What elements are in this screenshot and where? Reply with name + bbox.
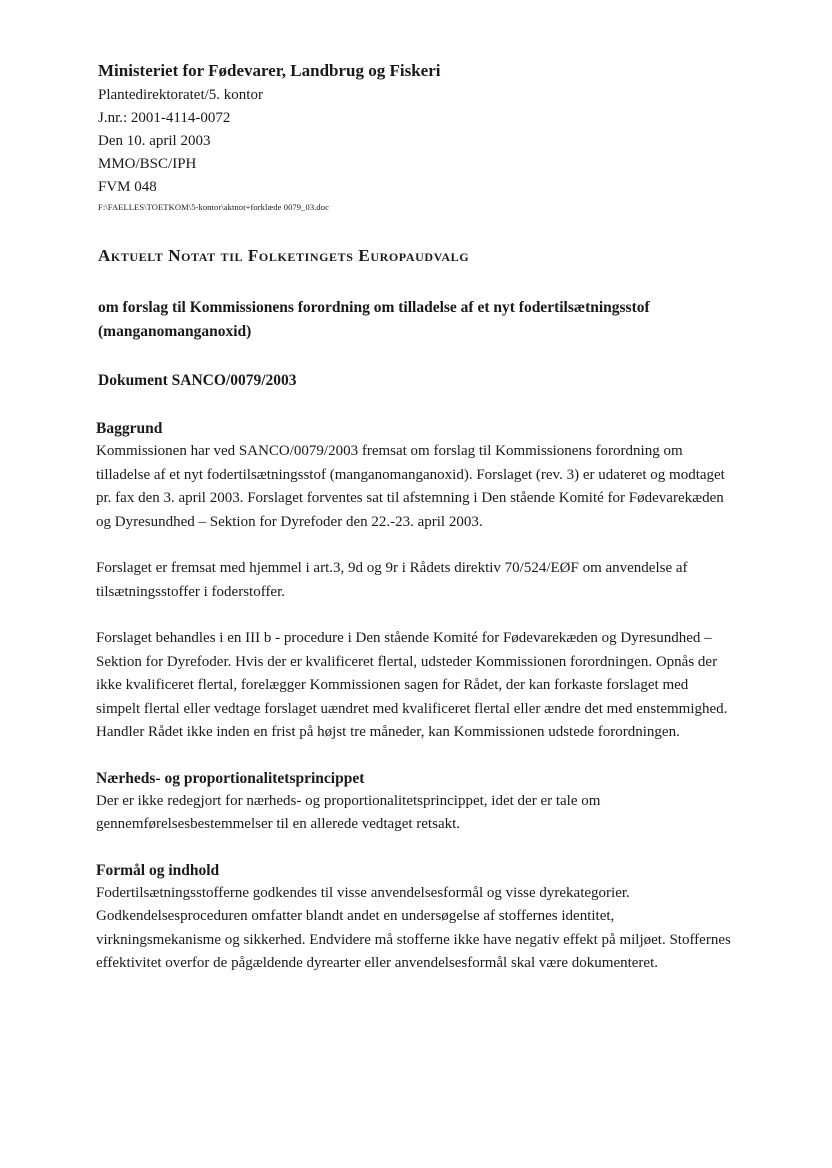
background-paragraph-3: Forslaget behandles i en III b - procedure i Den stående Komité for Fødevarekæden og Dyresundhed – Sektion for Dyrefoder. Hvis der er kvalificeret flertal, udsteder Kommissionen forordningen. Opnås der ikke kvalificeret flertal, forelægger Kommissionen sagen for Rådet, der kan forkaste forslaget med simpelt flertal eller vedtage forslaget uændret med kvalificeret flertal eller ændre det med enstemmighed. Handler Rådet ikke inden en frist på højst tre måneder, kan Kommissionen udstede forordningen. (96, 630, 728, 740)
letterhead (98, 60, 778, 214)
section-heading-subsidiarity: Nærheds- og proportionalitetsprincippet (96, 769, 365, 787)
document-reference: Dokument SANCO/0079/2003 (98, 372, 297, 389)
background-paragraph-2: Forslaget er fremsat med hjemmel i art.3, 9d og 9r i Rådets direktiv 70/524/EØF om anvendelse af tilsætningsstoffer i foderstoffer. (96, 560, 688, 600)
section-heading-purpose: Formål og indhold (96, 861, 220, 879)
ministry-name: Ministeriet for Fødevarer, Landbrug og Fiskeri (98, 61, 441, 80)
document-subject: om forslag til Kommissionens forordning om tilladelse af et nyt fodertilsætningsstof (manganomanganoxid) (98, 299, 650, 340)
document-body (96, 418, 732, 976)
subsidiarity-paragraph: Der er ikke redegjort for nærheds- og proportionalitetsprincippet, idet der er tale om gennemførelsesbestemmelser til en allerede vedtaget retsakt. (96, 792, 601, 832)
purpose-paragraph: Fodertilsætningsstofferne godkendes til visse anvendelsesformål og visse dyrekategorier. Godkendelsesproceduren omfatter blandt andet en undersøgelse af stoffernes identitet, virkningsmekanisme og sikkerhed. Endvidere må stofferne ikke have negativ effekt på miljøet. Stoffernes effektivitet overfor de pågældende dyrearter eller anvendelsesformål skal være dokumenteret. (96, 884, 731, 971)
author-initials: MMO/BSC/IPH (98, 156, 197, 172)
background-paragraph-1: Kommissionen har ved SANCO/0079/2003 fremsat om forslag til Kommissionens forordning om tilladelse af et nyt fodertilsætningsstof (manganomanganoxid). Forslaget (rev. 3) er udateret og modtaget pr. fax den 3. april 2003. Forslaget forventes sat til afstemning i Den stående Komité for Fødevarekæden og Dyresundhed – Sektion for Dyrefoder den 22.-23. april 2003. (96, 443, 725, 530)
journal-number: J.nr.: 2001-4114-0072 (98, 110, 231, 126)
document-title: Aktuelt Notat til Folketingets Europaudvalg (98, 246, 470, 265)
document-date: Den 10. april 2003 (98, 133, 211, 149)
file-path: F:\FAELLES\TOETKOM\5-kontor\aktnot+forklæde 0079_03.doc (98, 202, 329, 212)
department: Plantedirektoratet/5. kontor (98, 87, 263, 103)
reference-code: FVM 048 (98, 179, 157, 195)
section-heading-background: Baggrund (96, 420, 163, 437)
